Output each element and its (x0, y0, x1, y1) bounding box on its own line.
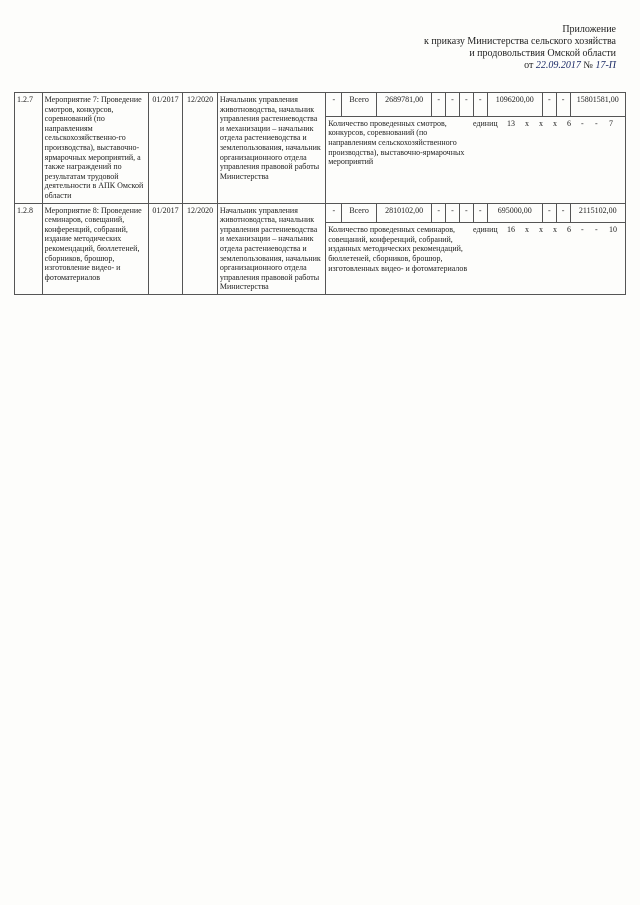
dash-cell: - (542, 203, 556, 223)
program-events-table (14, 92, 626, 295)
total-sum: 2810102,00 (376, 203, 431, 223)
start-date: 01/2017 (148, 203, 183, 294)
dash-cell: - (446, 93, 460, 117)
start-date: 01/2017 (148, 93, 183, 204)
sum-cell: 695000,00 (487, 203, 542, 223)
dash-cell: - (326, 203, 342, 223)
appendix-title: Приложение (562, 24, 616, 35)
dash-cell: - (542, 93, 556, 117)
indicator-total: 16 (507, 225, 515, 235)
dash-cell: - (473, 93, 487, 117)
handwritten-number: 17-П (595, 60, 616, 71)
executor: Начальник управления животноводства, начальник управления растениеводства и механизации – начальник отдела растениеводства и землепользования, начальник организационного отдела управления правовой работы Министерства (217, 93, 325, 204)
appendix-ministry-line: и продовольствия Омской области (469, 48, 616, 59)
appendix-order-line: к приказу Министерства сельского хозяйства (423, 36, 616, 47)
row-number: 1.2.7 (15, 93, 43, 204)
sum-cell: 1096200,00 (487, 93, 542, 117)
dash-cell: - (432, 203, 446, 223)
row-number: 1.2.8 (15, 203, 43, 294)
indicator-total: 13 (507, 118, 515, 128)
table-row (15, 93, 626, 117)
indicator-year: x (525, 225, 529, 235)
dash-cell: - (556, 203, 570, 223)
dash-cell: - (326, 93, 342, 117)
indicator-year: x (539, 225, 543, 235)
indicator-year: 7 (609, 118, 613, 128)
table-row (15, 203, 626, 223)
total-label: Всего (342, 93, 377, 117)
dash-cell: - (459, 93, 473, 117)
total-sum: 2689781,00 (376, 93, 431, 117)
handwritten-date: 22.09.2017 (535, 60, 581, 71)
indicator-unit: единиц (473, 118, 498, 128)
indicator-block (326, 223, 626, 295)
event-description: Мероприятие 8: Проведение семинаров, совещаний, конференций, собраний, издание методических рекомендаций, бюллетеней, сборников, брошюр, изготовление видео- и фотоматериалов (42, 203, 148, 294)
indicator-year: x (553, 225, 557, 235)
indicator-name: Количество проведенных смотров, конкурсов, соревнований (по направлениям сельскохозяйственного производства), выставочно-ярмарочных мероприятий (328, 118, 465, 167)
sum-cell: 15801581,00 (570, 93, 625, 117)
indicator-unit: единиц (473, 225, 498, 235)
indicator-name: Количество проведенных семинаров, совещаний, конференций, собраний, изданных методических рекомендаций, бюллетеней, сборников, брошюр, изготовленных видео- и фотоматериалов (328, 225, 468, 273)
dash-cell: - (556, 93, 570, 117)
date-prefix: от (524, 60, 534, 71)
indicator-year: x (539, 118, 543, 128)
number-prefix: № (583, 60, 593, 71)
order-appendix-header (316, 24, 616, 72)
total-label: Всего (342, 203, 377, 223)
dash-cell: - (473, 203, 487, 223)
executor: Начальник управления животноводства, начальник управления растениеводства и механизации – начальник отдела растениеводства и землепользования, начальник организационного отдела управления правовой работы Министерства (217, 203, 325, 294)
indicator-year: - (581, 225, 584, 235)
indicator-year: - (595, 225, 598, 235)
indicator-year: 6 (567, 225, 571, 235)
indicator-year: x (553, 118, 557, 128)
indicator-year: - (581, 118, 584, 128)
end-date: 12/2020 (183, 93, 218, 204)
appendix-date-number-line (316, 60, 616, 72)
indicator-year: 10 (609, 225, 617, 235)
dash-cell: - (459, 203, 473, 223)
indicator-year: 6 (567, 118, 571, 128)
indicator-block (326, 116, 626, 203)
dash-cell: - (446, 203, 460, 223)
sum-cell: 2115102,00 (570, 203, 625, 223)
indicator-year: x (525, 118, 529, 128)
event-description: Мероприятие 7: Проведение смотров, конкурсов, соревнований (по направлениям сельскохозяйственно-го производства), выставочно-ярмарочных мероприятий, а также награждений по результатам трудовой деятельности в АПК Омской области (42, 93, 148, 204)
indicator-year: - (595, 118, 598, 128)
dash-cell: - (432, 93, 446, 117)
end-date: 12/2020 (183, 203, 218, 294)
